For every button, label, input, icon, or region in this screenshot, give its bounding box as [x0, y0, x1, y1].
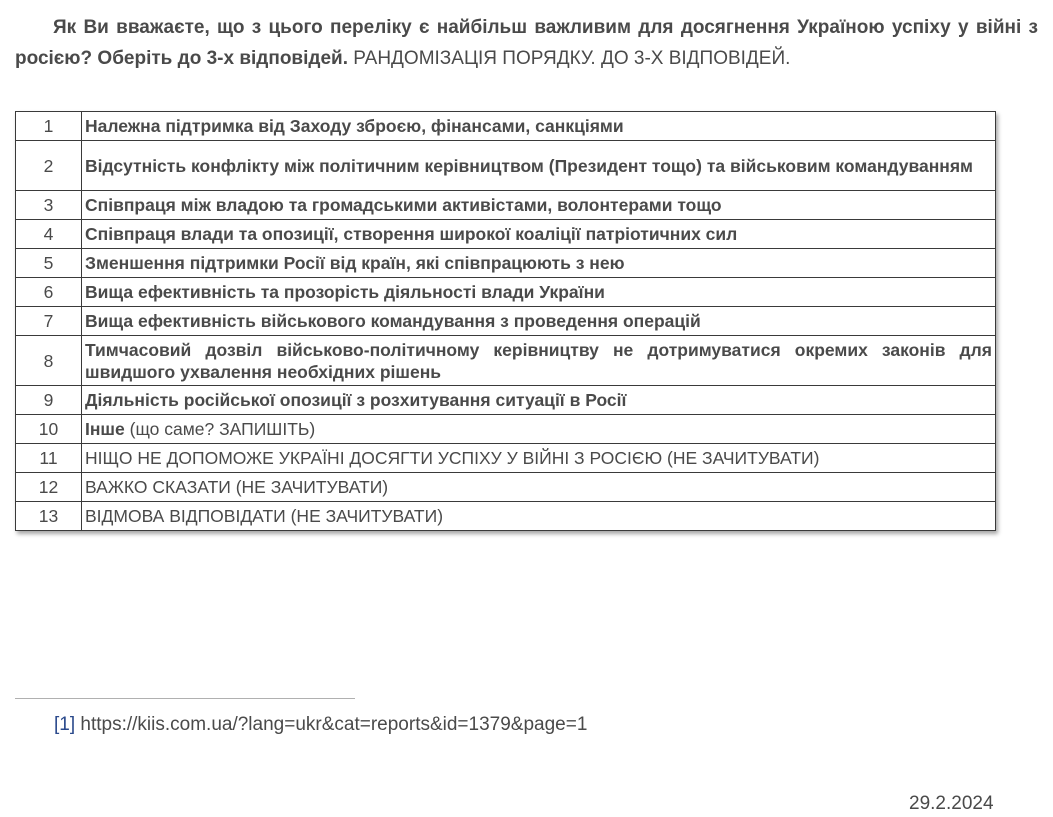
option-text — [82, 249, 996, 278]
option-number: 2 — [16, 141, 82, 191]
option-bold: Належна підтримка від Заходу зброєю, фінансами, санкціями — [85, 116, 624, 136]
option-bold: Інше — [85, 419, 125, 439]
option-number: 12 — [16, 473, 82, 502]
option-number: 3 — [16, 191, 82, 220]
option-number: 10 — [16, 415, 82, 444]
page-date: 29.2.2024 — [909, 793, 994, 814]
option-bold: Зменшення підтримки Росії від країн, які співпрацюють з нею — [85, 253, 625, 273]
option-text — [82, 112, 996, 141]
option-number: 9 — [16, 386, 82, 415]
table-row — [16, 473, 996, 502]
option-number: 6 — [16, 278, 82, 307]
option-number: 1 — [16, 112, 82, 141]
option-text — [82, 141, 996, 191]
footnote-url: https://kiis.com.ua/?lang=ukr&cat=reports&id=1379&page=1 — [80, 714, 588, 735]
option-number: 8 — [16, 336, 82, 386]
option-number: 7 — [16, 307, 82, 336]
question-bold: Як Ви вважаєте, що з цього переліку є найбільш важливим для досягнення Україною успіху у війні з росією? Оберіть до 3-х відповідей. — [15, 17, 1038, 69]
table-row — [16, 249, 996, 278]
table-row — [16, 112, 996, 141]
option-plain: ВАЖКО СКАЗАТИ (НЕ ЗАЧИТУВАТИ) — [85, 477, 389, 497]
option-text — [82, 191, 996, 220]
table-row — [16, 386, 996, 415]
option-plain: (що саме? ЗАПИШІТЬ) — [124, 419, 316, 439]
option-number: 11 — [16, 444, 82, 473]
table-row — [16, 415, 996, 444]
option-bold: Відсутність конфлікту між політичним керівництвом (Президент тощо) та військовим командуванням — [85, 155, 974, 176]
option-text — [82, 307, 996, 336]
footnote-divider — [15, 698, 355, 699]
table-row — [16, 336, 996, 386]
option-text — [82, 386, 996, 415]
option-text — [82, 278, 996, 307]
option-text — [82, 220, 996, 249]
option-number: 5 — [16, 249, 82, 278]
table-row — [16, 502, 996, 531]
option-plain: НІЩО НЕ ДОПОМОЖЕ УКРАЇНІ ДОСЯГТИ УСПІХУ У ВІЙНІ З РОСІЄЮ (НЕ ЗАЧИТУВАТИ) — [85, 448, 820, 468]
question-note: РАНДОМІЗАЦІЯ ПОРЯДКУ. ДО 3-Х ВІДПОВІДЕЙ. — [347, 48, 791, 69]
option-number: 4 — [16, 220, 82, 249]
option-text — [82, 336, 996, 386]
option-text — [82, 444, 996, 473]
option-bold: Вища ефективність та прозорість діяльності влади України — [85, 282, 605, 302]
option-bold: Діяльність російської опозиції з розхитування ситуації в Росії — [85, 390, 627, 410]
option-text — [82, 415, 996, 444]
option-number: 13 — [16, 502, 82, 531]
footnote-ref-link[interactable]: [1] — [54, 714, 76, 735]
option-text — [82, 502, 996, 531]
option-plain: ВІДМОВА ВІДПОВІДАТИ (НЕ ЗАЧИТУВАТИ) — [85, 506, 444, 526]
table-row — [16, 191, 996, 220]
option-bold: Співпраця влади та опозиції, створення широкої коаліції патріотичних сил — [85, 224, 738, 244]
answers-table — [15, 111, 996, 531]
table-row — [16, 307, 996, 336]
table-row — [16, 444, 996, 473]
option-text — [82, 473, 996, 502]
question-text — [15, 12, 1038, 74]
option-bold: Тимчасовий дозвіл військово-політичному керівництву не дотримуватися окремих законів для швидшого ухвалення необхідних рішень — [85, 339, 992, 382]
option-bold: Співпраця між владою та громадськими активістами, волонтерами тощо — [85, 195, 722, 215]
option-bold: Вища ефективність військового командування з проведення операцій — [85, 311, 701, 331]
table-row — [16, 278, 996, 307]
footnote — [54, 712, 587, 738]
table-row — [16, 141, 996, 191]
table-row — [16, 220, 996, 249]
